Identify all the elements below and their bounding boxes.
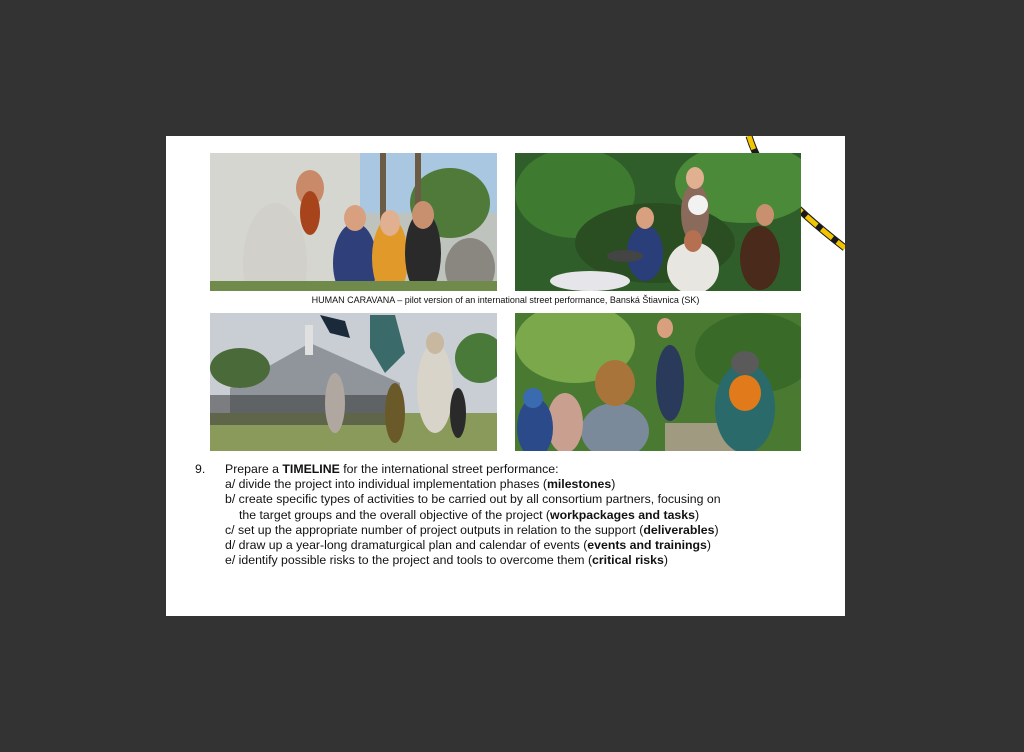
task-item-text: )	[706, 538, 711, 553]
task-item-text: d/ draw up a year-long dramaturgical plan and calendar of events (	[225, 538, 588, 553]
task-item-text: )	[611, 477, 616, 492]
photo-street-crowd-performance	[210, 313, 497, 451]
task-item-a	[225, 477, 825, 492]
photo-children-and-costumed-performer	[515, 313, 801, 451]
task-item-text: e/ identify possible risks to the project and tools to overcome them (	[225, 553, 593, 568]
task-item-e	[225, 553, 825, 568]
task-item-text: a/ divide the project into individual implementation phases (	[225, 477, 547, 492]
task-number: 9.	[195, 462, 206, 476]
photo-bearded-performer	[210, 153, 497, 291]
task-item-text: the target groups and the overall objective of the project (	[239, 507, 551, 522]
task-item-keyword: workpackages and tasks	[550, 507, 695, 522]
task-item-d	[225, 538, 825, 553]
task-item-keyword: deliverables	[643, 522, 715, 537]
task-body	[225, 462, 825, 568]
task-item-text: b/ create specific types of activities to be carried out by all consortium partners, focusing on	[225, 492, 721, 507]
task-intro-pre: Prepare a	[225, 462, 283, 476]
task-item-text: c/ set up the appropriate number of project outputs in relation to the support (	[225, 522, 644, 537]
task-item-keyword: events and trainings	[587, 538, 707, 553]
task-item-text: )	[694, 507, 700, 522]
photo-caption: HUMAN CARAVANA – pilot version of an international street performance, Banská Štiavnica (SK)	[311, 295, 700, 305]
slide-page	[166, 136, 845, 616]
task-item-c	[225, 523, 825, 538]
task-item-text: )	[663, 553, 668, 568]
task-item-keyword: critical risks	[592, 553, 664, 568]
task-item-b-cont	[225, 508, 825, 523]
task-intro	[225, 462, 825, 477]
task-intro-bold: TIMELINE	[282, 462, 340, 476]
task-item-keyword: milestones	[546, 477, 612, 492]
task-item-text: )	[714, 522, 719, 537]
photo-musicians-in-forest	[515, 153, 801, 291]
task-item-b	[225, 492, 825, 507]
task-intro-post: for the international street performance:	[339, 462, 559, 476]
